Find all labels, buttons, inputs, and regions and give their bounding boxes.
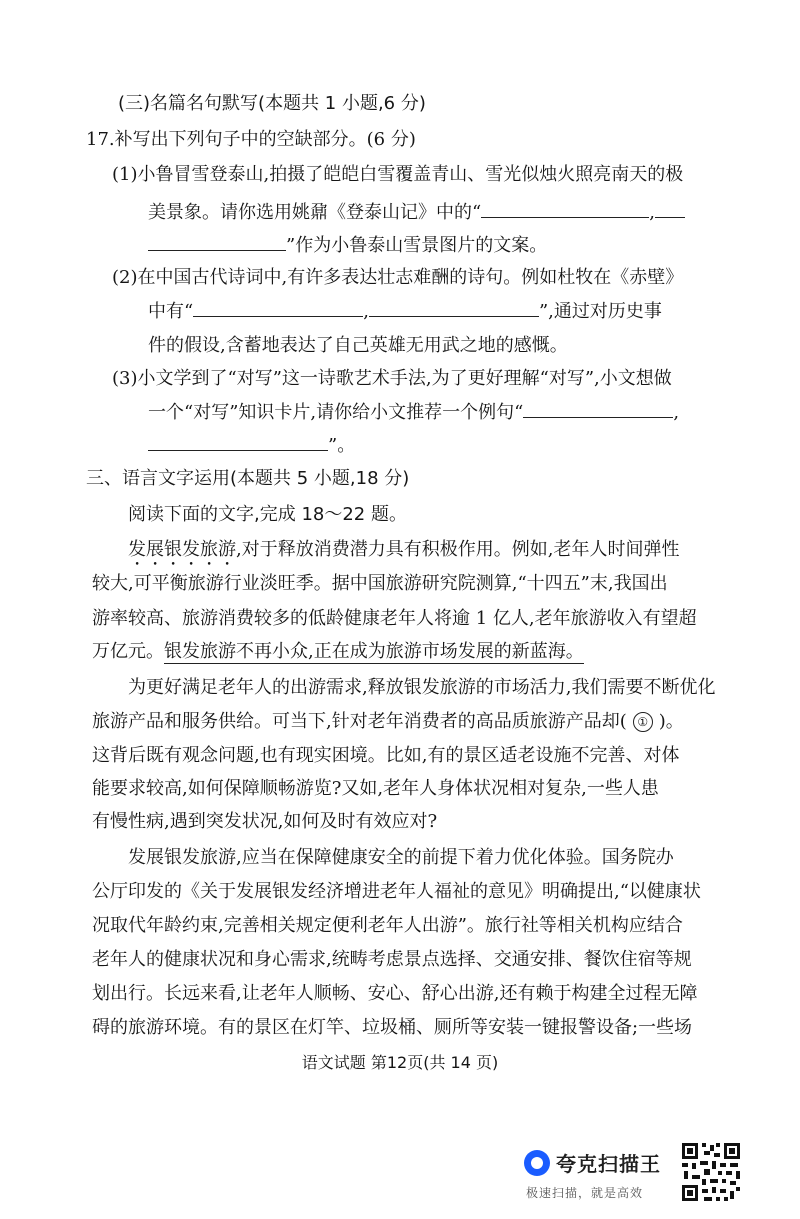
q17-item2-line3: 件的假设,含蓄地表达了自己英雄无用武之地的感慨。	[148, 335, 568, 356]
answer-blank[interactable]	[481, 201, 649, 218]
answer-blank[interactable]	[148, 434, 328, 451]
qr-code-icon	[680, 1141, 742, 1203]
answer-blank[interactable]	[148, 234, 286, 251]
q17-item3-line2	[148, 401, 679, 425]
passage-p1-line1	[128, 538, 679, 570]
passage-text: 万亿元。	[92, 641, 164, 662]
answer-blank[interactable]	[369, 300, 539, 317]
passage-p3-line4: 老年人的健康状况和身心需求,统畴考虑景点选择、交通安排、餐饮住宿等规	[92, 949, 692, 970]
q17-item1-text-c: ”作为小鲁泰山雪景图片的文案。	[286, 235, 548, 256]
passage-text: 旅游产品和服务供给。可当下,针对老年消费者的高品质旅游产品却(	[92, 711, 627, 732]
q17-item3-text-a: 一个“对写”知识卡片,请你给小文推荐一个例句“	[148, 402, 524, 423]
question-17-stem: 17.补写出下列句子中的空缺部分。(6 分)	[86, 129, 416, 150]
quark-logo-icon	[524, 1150, 550, 1176]
dotted-phrase: 发展银发旅游	[128, 539, 236, 560]
passage-p3-line6: 碍的旅游环境。有的景区在灯竿、垃圾桶、厕所等安装一键报警设备;一些场	[92, 1017, 693, 1038]
reading-instruction: 阅读下面的文字,完成 18～22 题。	[128, 504, 407, 525]
blank-number-1: ①	[633, 712, 653, 732]
q17-item2-text-a: 中有“	[148, 301, 194, 322]
page-footer: 语文试题 第12页(共 14 页)	[301, 1053, 499, 1072]
q17-item2-line2	[148, 300, 662, 324]
comma: ,	[673, 402, 680, 423]
scanner-watermark	[524, 1145, 674, 1205]
q17-item1-line2	[148, 201, 685, 225]
passage-text: )。	[658, 711, 684, 732]
passage-p1-line4	[92, 640, 584, 664]
passage-p2-line3: 这背后既有观念问题,也有现实困境。比如,有的景区适老设施不完善、对体	[92, 745, 680, 766]
recitation-section-heading: (三)名篇名句默写(本题共 1 小题,6 分)	[118, 93, 426, 114]
language-section-title: 三、语言文字运用(本题共 5 小题,18 分)	[86, 468, 410, 489]
passage-text: ,对于释放消费潜力具有积极作用。例如,老年人时间弹性	[236, 539, 680, 560]
comma: ,	[649, 202, 655, 223]
q17-item1-text-a: 美景象。请你选用姚鼐《登泰山记》中的“	[148, 202, 482, 223]
q17-item3-text-c: ”。	[328, 435, 356, 456]
underlined-sentence: 银发旅游不再小众,正在成为旅游市场发展的新蓝海。	[164, 641, 584, 662]
answer-blank[interactable]	[655, 201, 685, 218]
q17-item3-line3	[148, 434, 355, 458]
q17-item2-text-c: ”,通过对历史事	[538, 301, 662, 322]
passage-p3-line5: 划出行。长远来看,让老年人顺畅、安心、舒心出游,还有赖于构建全过程无障	[92, 983, 698, 1004]
comma: ,	[363, 301, 369, 322]
watermark-slogan: 极速扫描，就是高效	[526, 1186, 644, 1200]
passage-p1-line3: 游率较高、旅游消费较多的低龄健康老年人将逾 1 亿人,老年旅游收入有望超	[92, 608, 697, 629]
passage-p1-line2: 较大,可平衡旅游行业淡旺季。据中国旅游研究院测算,“十四五”末,我国出	[92, 573, 668, 594]
passage-p3-line3: 况取代年龄约束,完善相关规定便利老年人出游”。旅行社等相关机构应结合	[92, 915, 683, 936]
passage-p2-line4: 能要求较高,如何保障顺畅游览?又如,老年人身体状况相对复杂,一些人患	[92, 778, 659, 799]
passage-p3-line2: 公厅印发的《关于发展银发经济增进老年人福祉的意见》明确提出,“以健康状	[92, 881, 701, 902]
passage-p3-line1: 发展银发旅游,应当在保障健康安全的前提下着力优化体验。国务院办	[128, 847, 674, 868]
q17-item3-line1: (3)小文学到了“对写”这一诗歌艺术手法,为了更好理解“对写”,小文想做	[112, 368, 672, 389]
answer-blank[interactable]	[523, 401, 673, 418]
q17-item1-line1: (1)小鲁冒雪登泰山,拍摄了皑皑白雪覆盖青山、雪光似烛火照亮南天的极	[112, 164, 684, 185]
passage-p2-line2	[92, 710, 684, 734]
passage-p2-line5: 有慢性病,遇到突发状况,如何及时有效应对?	[92, 811, 438, 832]
watermark-title: 夸克扫描王	[556, 1152, 661, 1176]
passage-p2-line1: 为更好满足老年人的出游需求,释放银发旅游的市场活力,我们需要不断优化	[128, 677, 716, 698]
answer-blank[interactable]	[193, 300, 363, 317]
q17-item1-line3	[148, 234, 547, 258]
q17-item2-line1: (2)在中国古代诗词中,有许多表达壮志难酬的诗句。例如杜牧在《赤壁》	[112, 267, 684, 288]
